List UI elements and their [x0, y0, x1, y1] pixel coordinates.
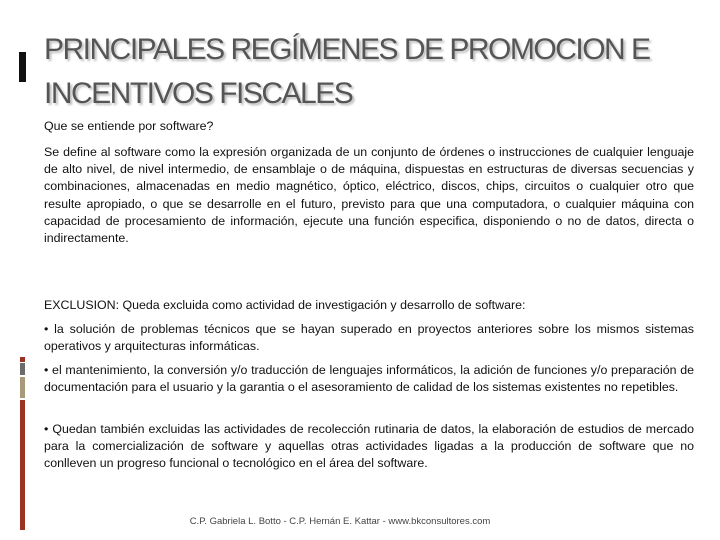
side-accent-tan	[20, 377, 25, 398]
page-title: PRINCIPALES REGÍMENES DE PROMOCION E INCENTIVOS FISCALES	[44, 33, 650, 110]
side-accent-gray	[20, 363, 25, 375]
bullet-item: • la solución de problemas técnicos que se hayan superado en proyectos anteriores sobre los mismos sistemas operativos y arquitecturas informáticas.	[44, 322, 694, 354]
side-accent-red	[20, 400, 25, 530]
bullet-item: • Quedan también excluidas las actividades de recolección rutinaria de datos, la elaboración de estudios de mercado para la comercialización de software y aquellas otras actividades ligadas a la producción de software que no conlleven un progreso funcional o tecnológico en el área del software.	[44, 422, 694, 471]
question-heading: Que se entiende por software?	[44, 119, 214, 133]
bullet-item: • el mantenimiento, la conversión y/o traducción de lenguajes informáticos, la adición de funciones y/o preparación de documentación para el usuario y la garantia o el asesoramiento de calidad de los sistemas existentes no repetibles.	[44, 363, 694, 395]
title-accent-bar	[19, 52, 26, 82]
footer-credits: C.P. Gabriela L. Botto - C.P. Hernán E. Kattar - www.bkconsultores.com	[189, 516, 491, 527]
definition-paragraph: Se define al software como la expresión organizada de un conjunto de órdenes o instrucciones de cualquier lenguaje de alto nivel, de nivel intermedio, de ensamblaje o de máquina, dispuestas en estructuras de diversas secuencias y combinaciones, almacenadas en medio magnético, óptico, eléctrico, discos, chips, circuitos o cualquier otro que resulte apropiado, o que se desarrolle en el futuro, previsto para que una computadora, o cualquier máquina con capacidad de procesamiento de información, ejecute una función especifica, disponiendo o no de datos, directa o indirectamente.	[44, 145, 694, 246]
exclusion-heading: EXCLUSION: Queda excluida como actividad de investigación y desarrollo de software:	[44, 298, 526, 312]
side-accent-red-top	[20, 357, 25, 362]
